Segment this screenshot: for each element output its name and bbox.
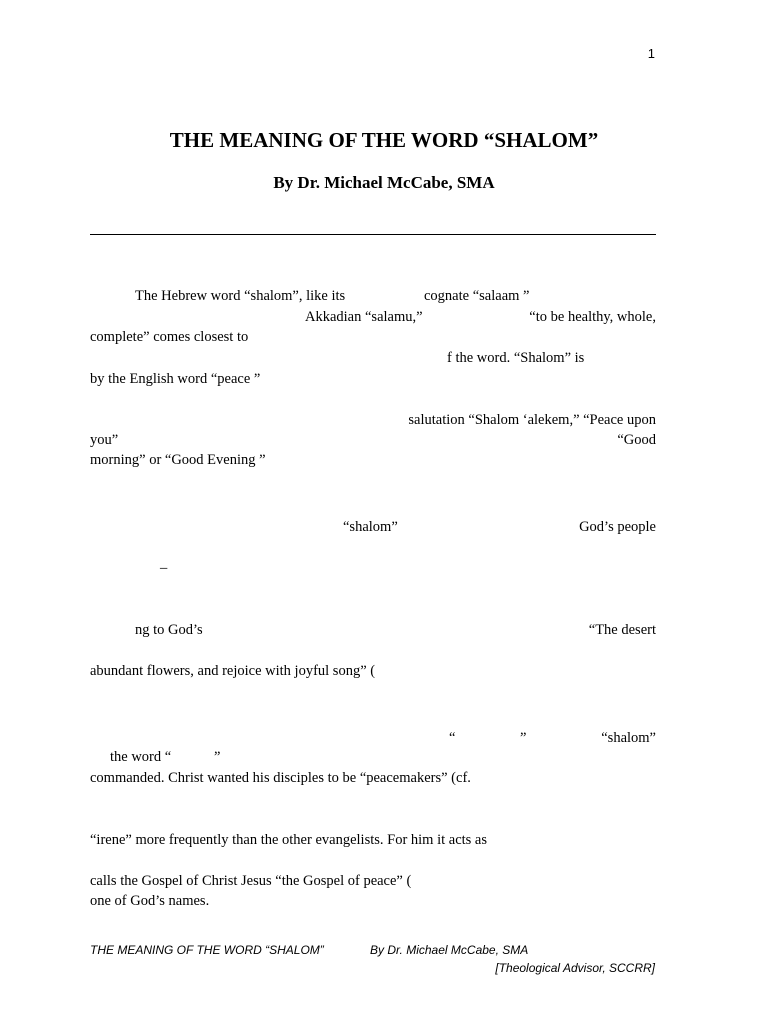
body-fragment: “to be healthy, whole, — [529, 309, 656, 325]
body-fragment: “ — [449, 730, 456, 746]
body-fragment: by the English word “peace ” — [90, 371, 261, 387]
body-fragment: “shalom” — [601, 730, 656, 746]
body-fragment: ng to God’s — [135, 622, 203, 638]
body-fragment: ” — [520, 730, 527, 746]
document-title: THE MEANING OF THE WORD “SHALOM” — [169, 128, 599, 152]
body-fragment: “Good — [617, 432, 656, 448]
body-fragment: morning” or “Good Evening ” — [90, 452, 266, 468]
body-fragment: commanded. Christ wanted his disciples to be “peacemakers” (cf. — [90, 770, 471, 786]
body-fragment: one of God’s names. — [90, 893, 210, 909]
body-fragment: complete” comes closest to — [90, 329, 249, 345]
body-fragment: “shalom” — [343, 519, 398, 535]
body-fragment: God’s people — [579, 519, 656, 535]
body-fragment: calls the Gospel of Christ Jesus “the Gospel of peace” ( — [90, 873, 412, 889]
body-fragment: you” — [90, 432, 119, 448]
title-divider — [90, 234, 656, 235]
footer-author: By Dr. Michael McCabe, SMA — [370, 943, 529, 957]
document-author: By Dr. Michael McCabe, SMA — [273, 173, 495, 192]
page-number: 1 — [647, 46, 655, 61]
body-fragment: – — [160, 560, 168, 576]
body-fragment: salutation “Shalom ‘alekem,” “Peace upon — [408, 412, 656, 428]
body-fragment: “irene” more frequently than the other evangelists. For him it acts as — [90, 832, 488, 848]
body-fragment: abundant flowers, and rejoice with joyful song” ( — [90, 663, 376, 679]
body-fragment: f the word. “Shalom” is — [447, 350, 585, 366]
footer-affiliation: [Theological Advisor, SCCRR] — [495, 961, 655, 975]
body-fragment: ” — [214, 749, 221, 765]
body-fragment: cognate “salaam ” — [424, 288, 530, 304]
body-fragment: “The desert — [588, 622, 656, 638]
footer-title: THE MEANING OF THE WORD “SHALOM” — [90, 943, 324, 957]
body-fragment: The Hebrew word “shalom”, like its — [135, 288, 346, 304]
body-fragment: Akkadian “salamu,” — [305, 309, 423, 325]
body-fragment: the word “ — [110, 749, 172, 765]
